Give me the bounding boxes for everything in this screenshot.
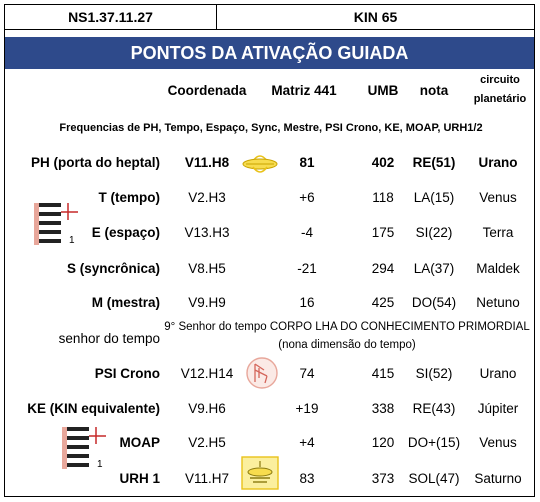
- row-planeta: Terra: [482, 225, 514, 240]
- moap-glyph-icon: [62, 424, 114, 472]
- col-circuito-line1: circuito: [480, 74, 520, 86]
- col-coordenada: Coordenada: [167, 83, 247, 98]
- row-coord: V9.H6: [188, 401, 226, 416]
- row-label: PH (porta do heptal): [31, 155, 160, 170]
- senhor-line1: 9° Senhor do tempo CORPO LHA DO CONHECIMENTO PRIMORDIAL: [164, 321, 530, 333]
- row-planeta: Netuno: [476, 295, 520, 310]
- row-umb: 175: [371, 225, 395, 240]
- row-coord: V12.H14: [180, 366, 234, 381]
- senhor-label: senhor do tempo: [58, 331, 160, 346]
- row-coord: V8.H5: [188, 261, 226, 276]
- col-umb: UMB: [367, 83, 399, 98]
- row-umb: 338: [371, 401, 395, 416]
- row-coord: V11.H8: [184, 155, 230, 170]
- row-matriz: 74: [299, 366, 315, 381]
- glyph-number-first: 1: [69, 235, 75, 246]
- row-nota: SI(22): [415, 225, 453, 240]
- glyph-number-second: 1: [97, 459, 103, 470]
- row-umb: 120: [371, 435, 395, 450]
- col-nota: nota: [419, 83, 449, 98]
- row-umb: 118: [372, 190, 394, 205]
- row-matriz: +6: [299, 190, 315, 205]
- row-coord: V9.H9: [188, 295, 226, 310]
- senhor-line2: (nona dimensão do tempo): [278, 339, 416, 351]
- row-coord: V2.H3: [188, 190, 226, 205]
- heptal-gate-icon: [241, 149, 279, 179]
- header-right: KIN 65: [353, 9, 398, 25]
- urh-glyph-icon: [241, 456, 279, 490]
- row-nota: LA(15): [413, 190, 455, 205]
- row-label: S (syncrônica): [66, 261, 160, 276]
- row-coord: V11.H7: [184, 471, 230, 486]
- row-matriz: +4: [299, 435, 315, 450]
- frequencias-note: Frequencias de PH, Tempo, Espaço, Sync, Mestre, PSI Crono, KE, MOAP, URH1/2: [59, 122, 483, 134]
- row-label: MOAP: [119, 435, 160, 450]
- row-planeta: Saturno: [474, 471, 522, 486]
- row-umb: 373: [371, 471, 395, 486]
- row-planeta: Urano: [478, 155, 518, 170]
- row-planeta: Venus: [479, 435, 517, 450]
- row-nota: SI(52): [415, 366, 453, 381]
- time-space-glyph-icon: [34, 200, 86, 248]
- row-matriz: 83: [299, 471, 315, 486]
- row-matriz: 16: [299, 295, 315, 310]
- row-nota: DO+(15): [407, 435, 461, 450]
- row-label: E (espaço): [91, 225, 160, 240]
- row-nota: LA(37): [413, 261, 455, 276]
- row-umb: 425: [371, 295, 395, 310]
- row-planeta: Urano: [479, 366, 517, 381]
- row-label: M (mestra): [91, 295, 160, 310]
- row-coord: V13.H3: [184, 225, 230, 240]
- row-umb: 402: [371, 155, 395, 170]
- row-nota: RE(43): [412, 401, 456, 416]
- row-label: KE (KIN equivalente): [27, 401, 160, 416]
- page-title: PONTOS DA ATIVAÇÃO GUIADA: [5, 37, 534, 69]
- row-umb: 294: [371, 261, 395, 276]
- col-matriz: Matriz 441: [271, 83, 337, 98]
- row-planeta: Júpiter: [477, 401, 519, 416]
- row-nota: RE(51): [412, 155, 456, 170]
- header-left: NS1.37.11.27: [5, 5, 217, 29]
- row-umb: 415: [371, 366, 395, 381]
- row-matriz: 81: [299, 155, 315, 170]
- row-matriz: +19: [295, 401, 319, 416]
- row-planeta: Venus: [479, 190, 517, 205]
- row-label: T (tempo): [98, 190, 160, 205]
- row-label: URH 1: [119, 471, 160, 486]
- psi-crono-glyph-icon: [245, 356, 279, 390]
- row-planeta: Maldek: [476, 261, 520, 276]
- header-divider: [5, 29, 534, 30]
- row-matriz: -21: [297, 261, 317, 276]
- row-nota: DO(54): [411, 295, 457, 310]
- row-nota: SOL(47): [408, 471, 460, 486]
- row-coord: V2.H5: [188, 435, 226, 450]
- row-matriz: -4: [300, 225, 314, 240]
- row-label: PSI Crono: [94, 366, 160, 381]
- col-circuito-line2: planetário: [473, 93, 527, 105]
